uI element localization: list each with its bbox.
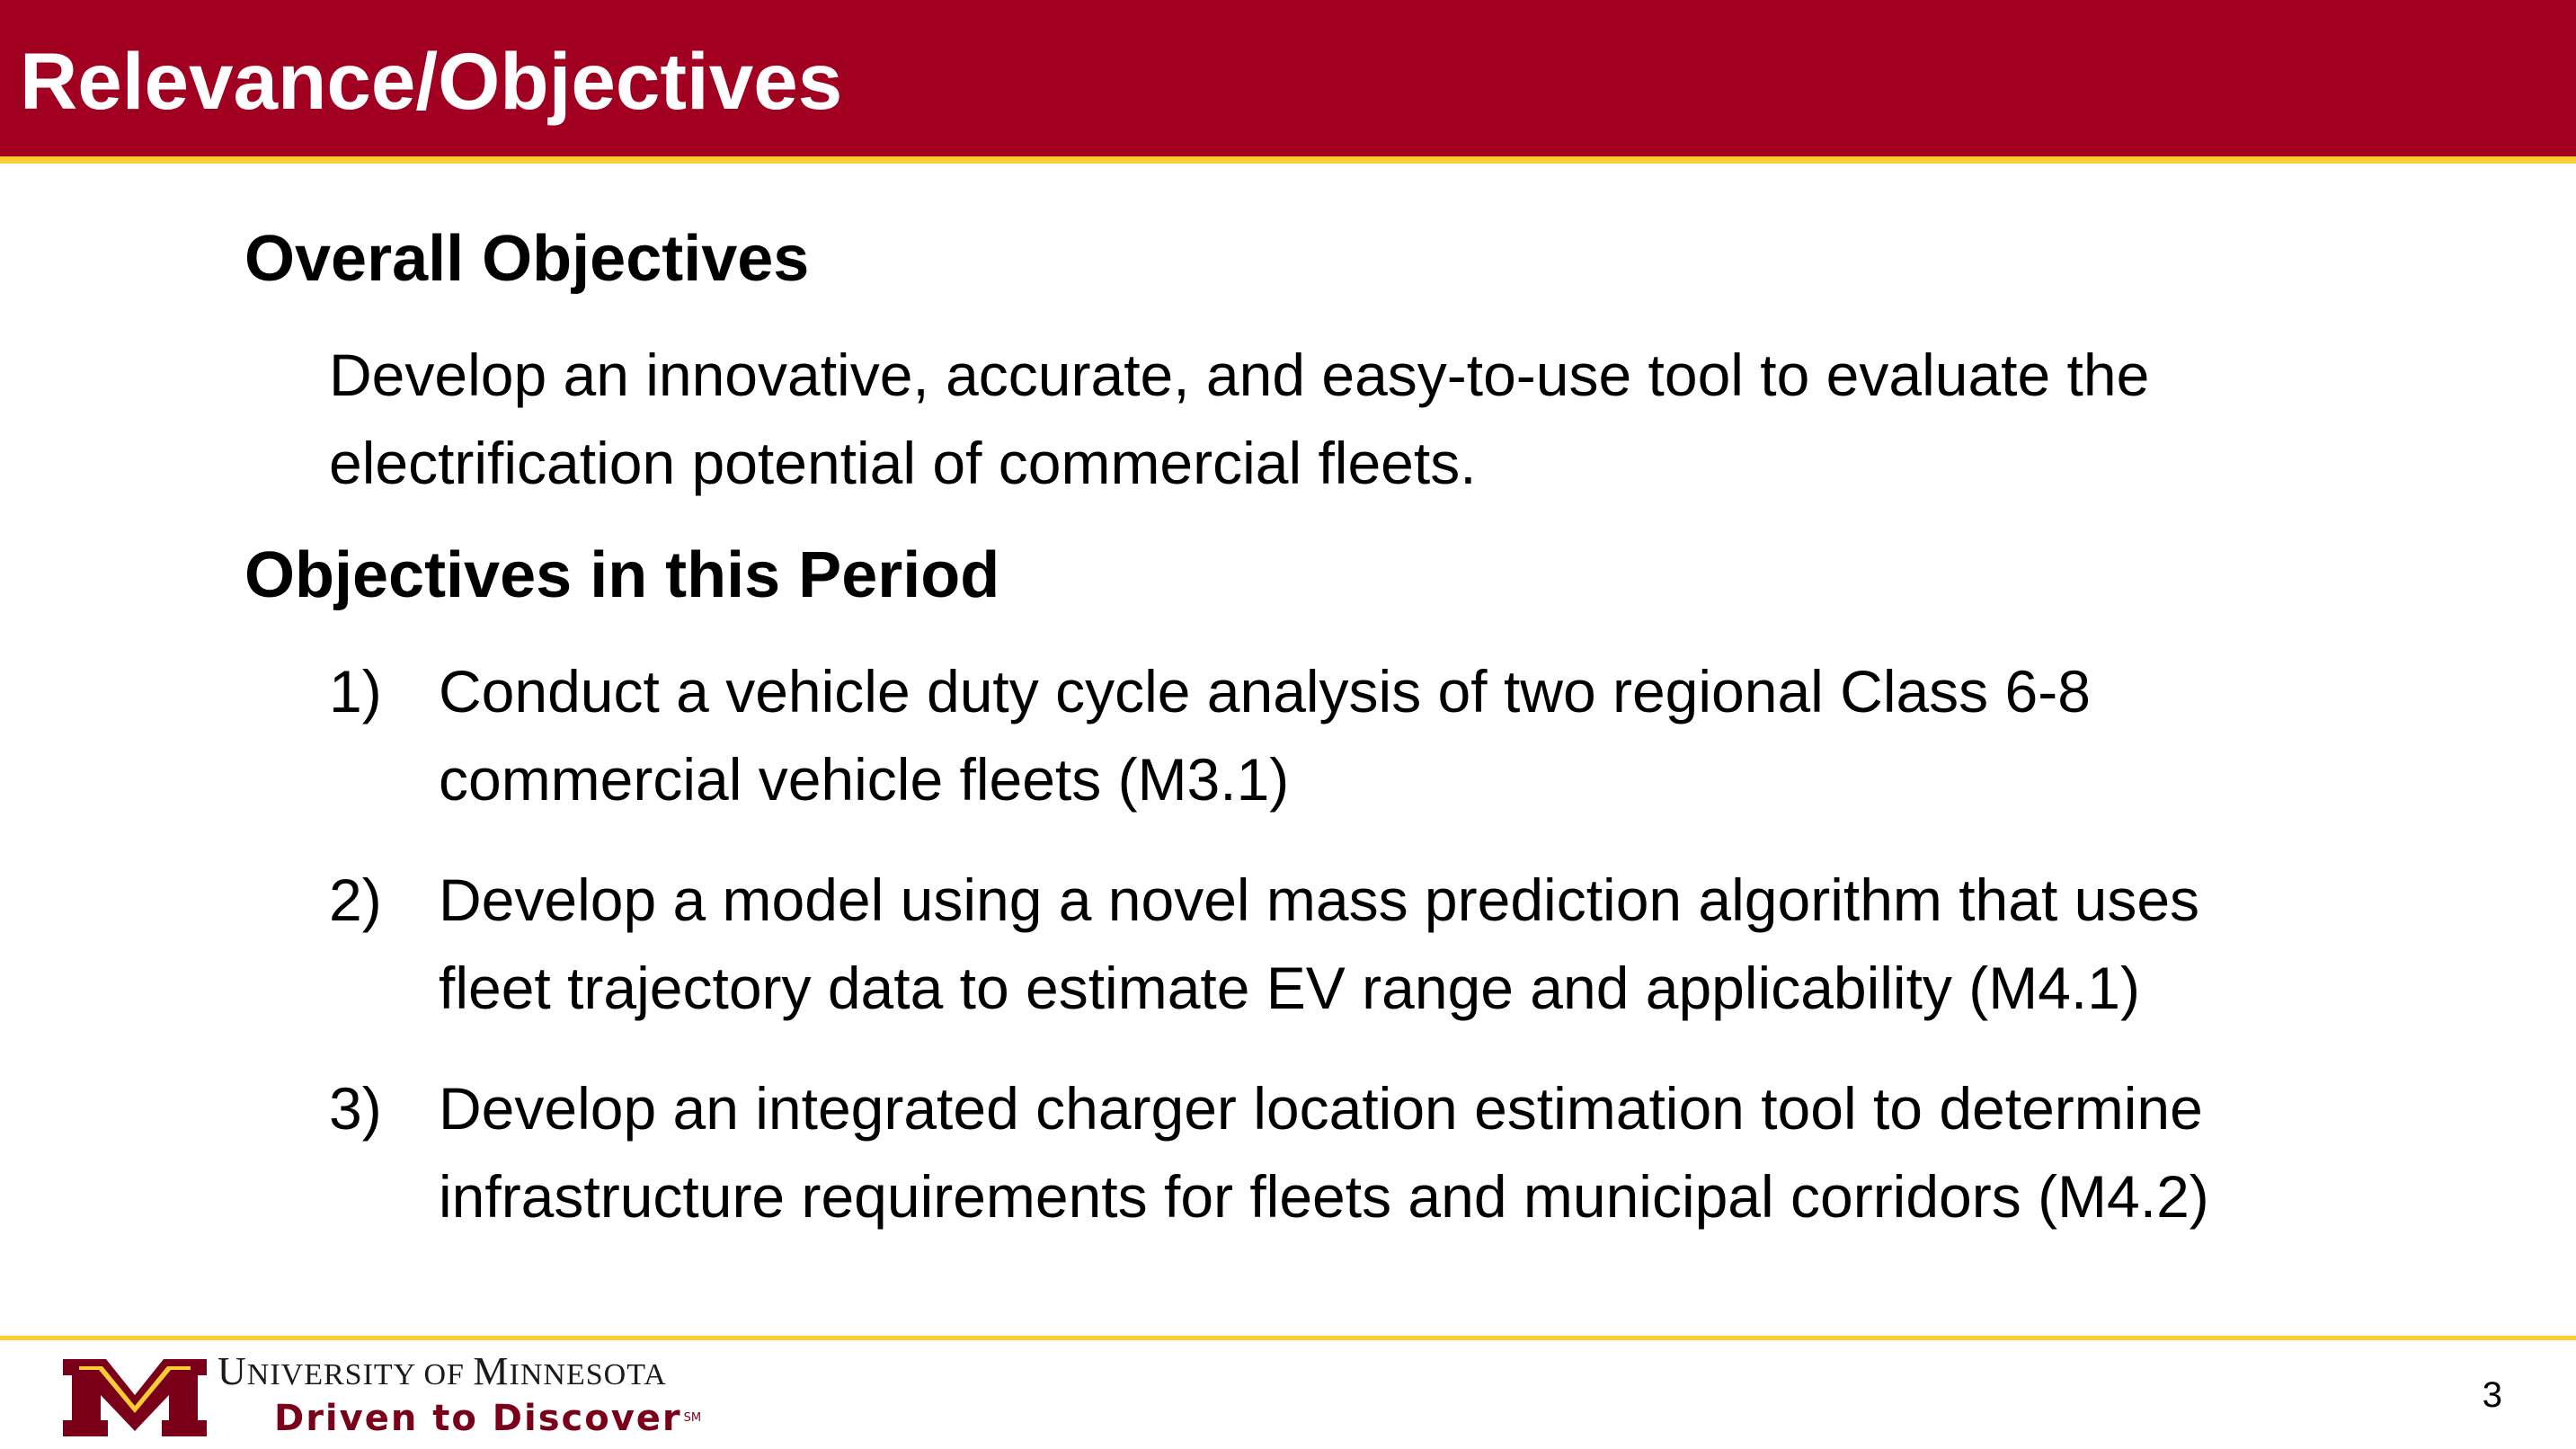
list-item xyxy=(329,1064,2447,1240)
tagline-text: Driven to Discover xyxy=(274,1398,682,1439)
list-item-number: 3) xyxy=(329,1075,382,1142)
overall-objective-line: electrification potential of commercial fleets. xyxy=(329,430,1477,496)
overall-objectives-heading: Overall Objectives xyxy=(244,223,810,295)
list-item xyxy=(329,647,2447,823)
period-objectives-list xyxy=(329,647,2447,1240)
list-item-number: 2) xyxy=(329,867,382,933)
list-item-line: commercial vehicle fleets (M3.1) xyxy=(439,746,1290,813)
title-gold-rule xyxy=(0,156,2576,164)
page-number: 3 xyxy=(2482,1375,2502,1415)
overall-objective-text xyxy=(329,331,2447,507)
list-item-line: Develop a model using a novel mass prediction algorithm that uses xyxy=(439,867,2200,933)
slide-content xyxy=(244,216,2447,1273)
service-mark: SM xyxy=(683,1411,702,1425)
period-objectives-heading: Objectives in this Period xyxy=(244,539,1000,611)
list-item-line: Conduct a vehicle duty cycle analysis of two regional Class 6-8 xyxy=(439,658,2091,724)
list-item xyxy=(329,856,2447,1032)
list-item-line: infrastructure requirements for fleets and municipal corridors (M4.2) xyxy=(439,1163,2209,1230)
tagline xyxy=(274,1396,701,1441)
footer-gold-rule xyxy=(0,1336,2576,1340)
list-item-number: 1) xyxy=(329,658,382,724)
list-item-line: fleet trajectory data to estimate EV range and applicability (M4.1) xyxy=(439,955,2140,1021)
university-name: UNIVERSITY OF MINNESOTA xyxy=(218,1349,667,1393)
university-m-logo-icon xyxy=(63,1359,207,1436)
overall-objective-line: Develop an innovative, accurate, and easy-to-use tool to evaluate the xyxy=(329,342,2150,408)
slide-title: Relevance/Objectives xyxy=(20,36,843,126)
list-item-line: Develop an integrated charger location estimation tool to determine xyxy=(439,1075,2203,1142)
